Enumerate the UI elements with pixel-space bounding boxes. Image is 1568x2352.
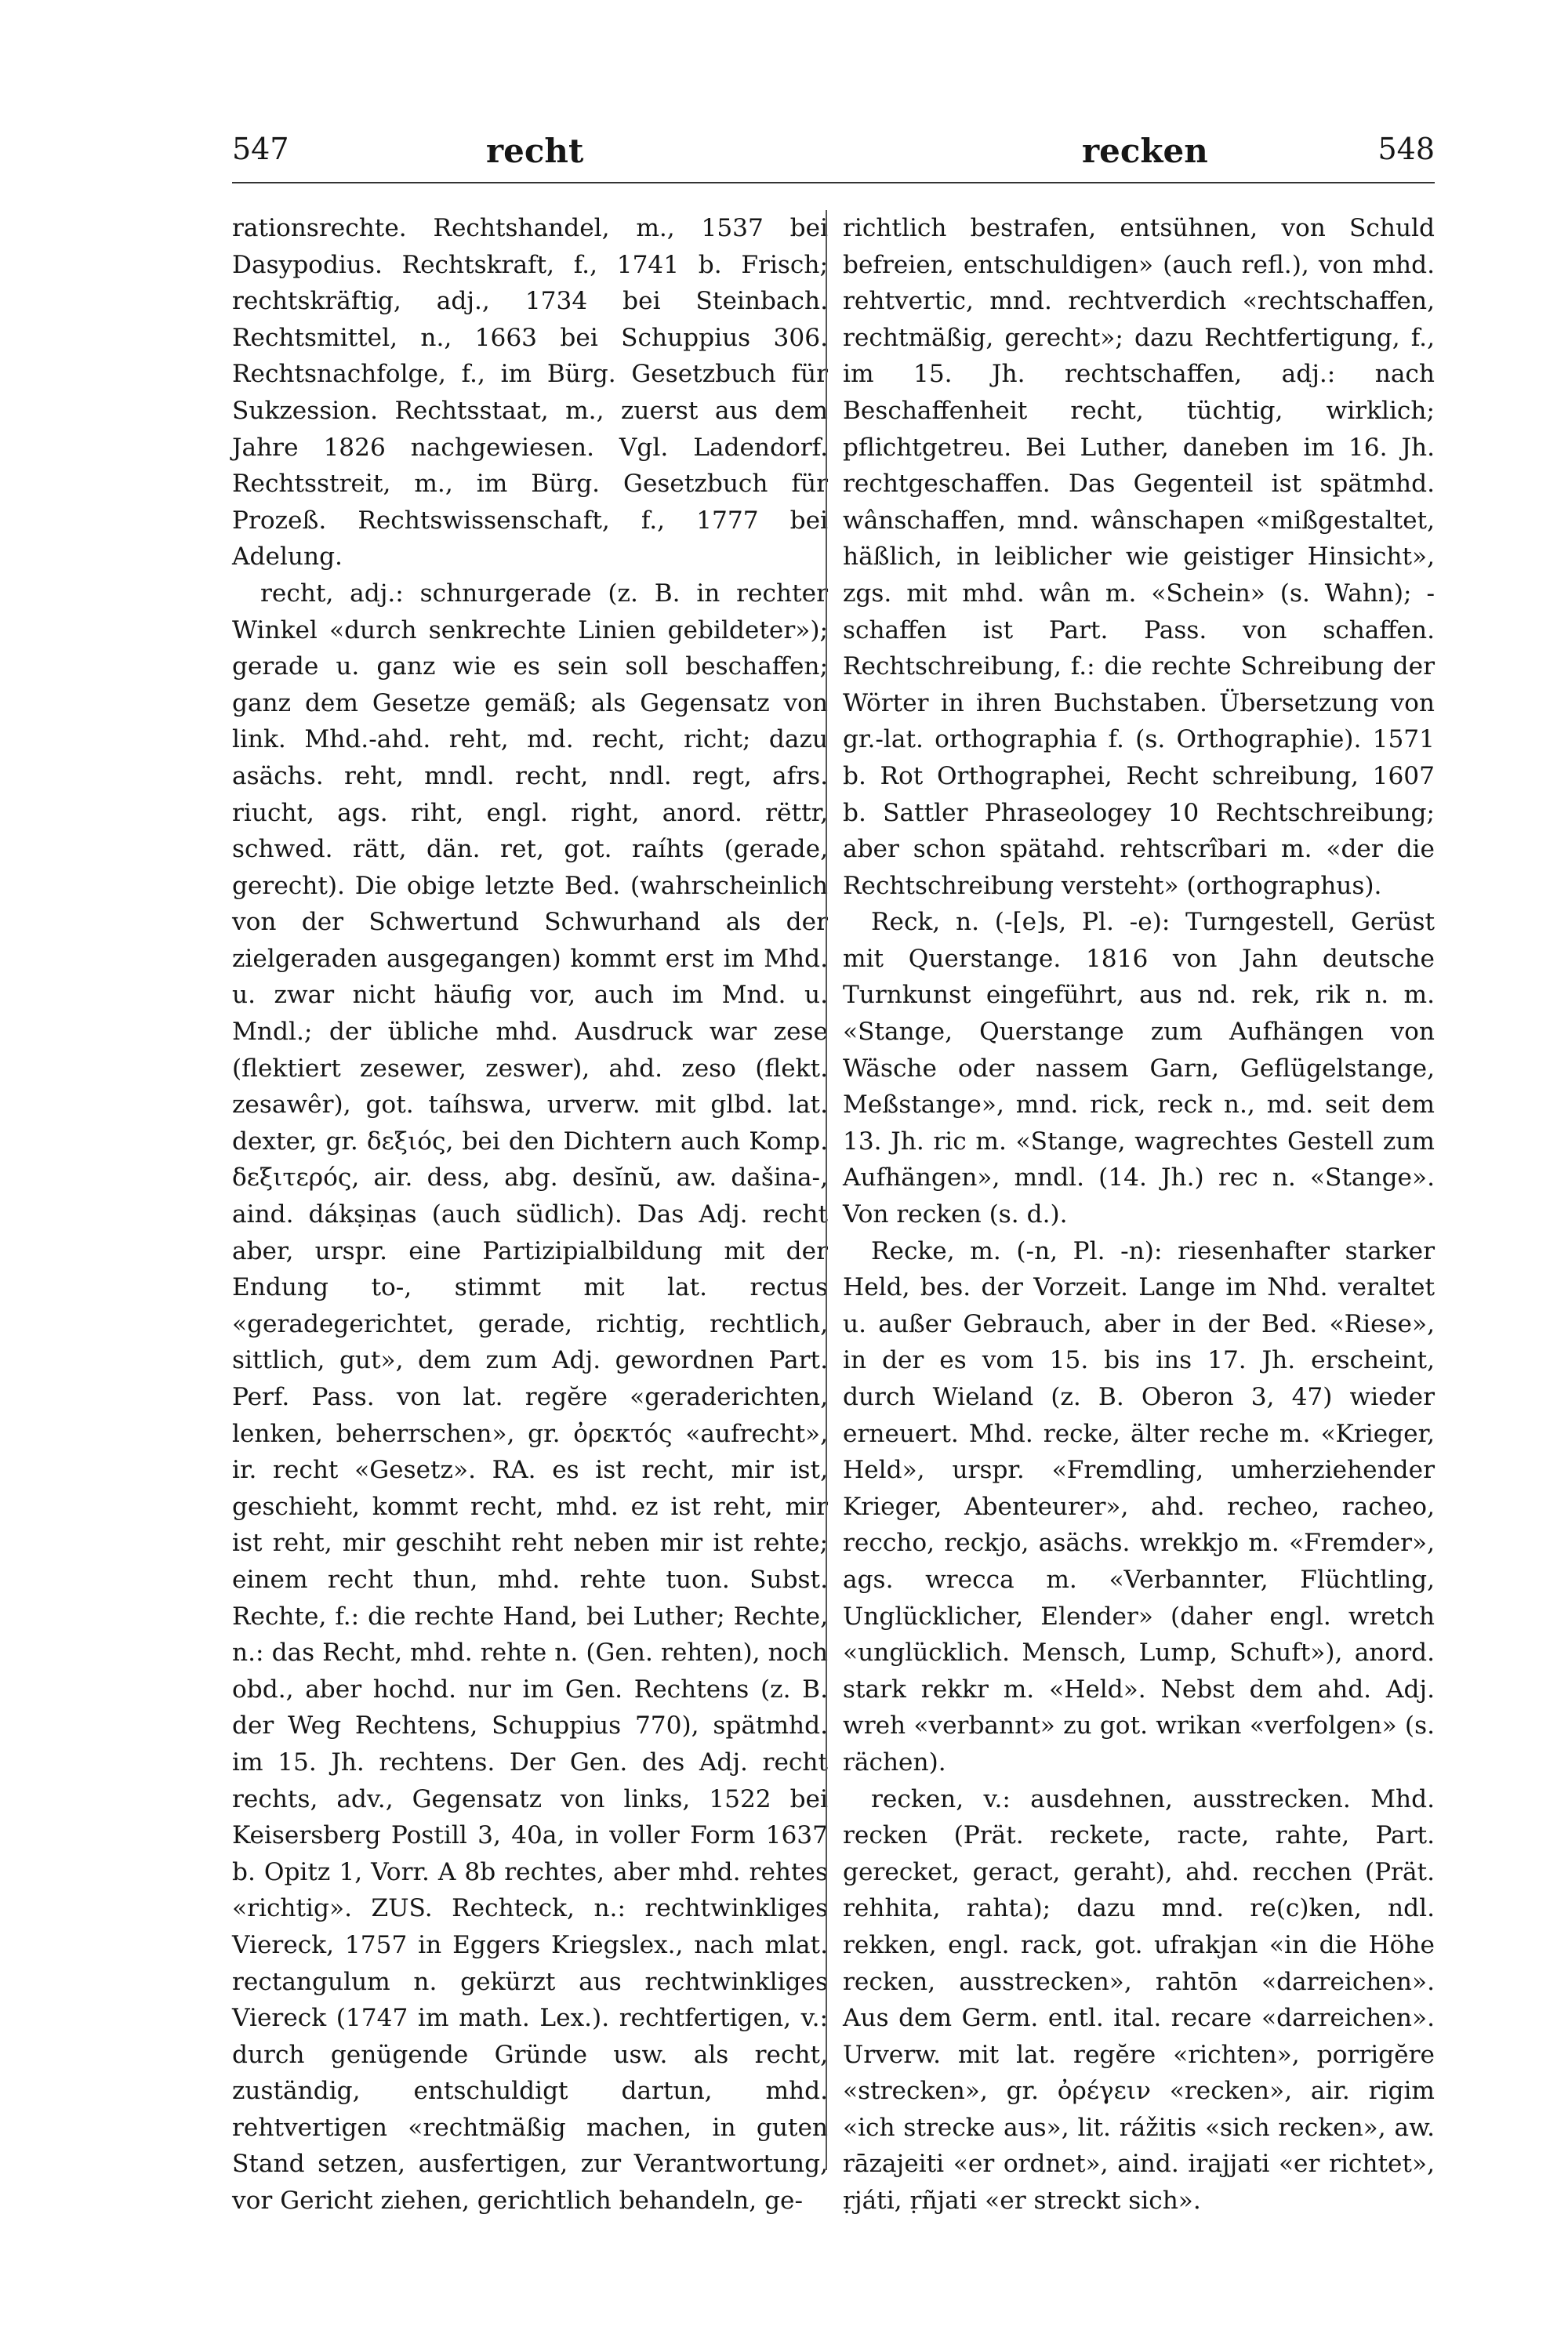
entry-rechts-compounds: rationsrechte. Rechtshandel, m., 1537 bei Dasypodius. Rechtskraft, f., 1741 b. Frisch; rechtskräftig, adj., 1734 bei Steinbach. Rechtsmittel, n., 1663 bei Schuppius 306. Rechtsnachfolge, f., im Bürg. Gesetzbuch für Sukzession. Rechtsstaat, m., zuerst aus dem Jahre 1826 nachgewiesen. Vgl. Ladendorf. Rechtsstreit, m., im Bürg. Gesetzbuch für Prozeß. Rechtswissenschaft, f., 1777 bei Adelung. — [232, 214, 828, 572]
running-head-right: recken — [1082, 132, 1208, 170]
entry-rechtfertigen-cont: richtlich bestrafen, entsühnen, von Schuld befreien, entschuldigen» (auch refl.), von mhd. rehtvertic, mnd. rechtverdich «rechtschaffen, rechtmäßig, gerecht»; dazu Rechtfertigung, f., im 15. Jh. rechtschaffen, adj.: nach Beschaffenheit recht, tüchtig, wirklich; pflichtgetreu. Bei Luther, daneben im 16. Jh. rechtgeschaffen. Das Gegenteil ist spätmhd. wânschaffen, mnd. wânschapen «mißgestaltet, häßlich, in leiblicher wie geistiger Hinsicht», zgs. mit mhd. wân m. «Schein» (s. Wahn); -schaffen ist Part. Pass. von schaffen. Rechtschreibung, f.: die rechte Schreibung der Wörter in ihren Buchstaben. Übersetzung von gr.-lat. orthographia f. (s. Orthographie). 1571 b. Rot Orthographei, Recht schreibung, 1607 b. Sattler Phraseologey 10 Rechtschreibung; aber schon spätahd. rehtscrîbari m. «der die Rechtschreibung versteht» (orthographus). — [843, 214, 1435, 900]
entry-recken: recken, v.: ausdehnen, ausstrecken. Mhd. recken (Prät. reckete, racte, rahte, Part. gerecket, geract, geraht), ahd. recchen (Prät. rehhita, rahta); dazu mnd. re(c)ken, ndl. rekken, engl. rack, got. ufrakjan «in die Höhe recken, ausstrecken», rahtōn «darreichen». Aus dem Germ. entl. ital. recare «darreichen». Urverw. mit lat. regĕre «richten», porrigĕre «strecken», gr. ὀρέγειν «recken», air. rigim «ich strecke aus», lit. rážitis «sich recken», aw. rāzajeiti «er ordnet», aind. irajjati «er richtet», ṛjáti, ṛñjati «er streckt sich». — [843, 1784, 1435, 2216]
page-number-left: 547 — [232, 132, 289, 166]
running-head-left: recht — [486, 132, 584, 170]
left-column — [232, 210, 828, 2220]
right-column — [843, 210, 1435, 2220]
entry-recht: recht, adj.: schnurgerade (z. B. in rechter Winkel «durch senkrechte Linien gebildeter»); gerade u. ganz wie es sein soll beschaffen; ganz dem Gesetze gemäß; als Gegensatz von link. Mhd.-ahd. reht, md. recht, richt; dazu asächs. reht, mndl. recht, nndl. regt, afrs. riucht, ags. riht, engl. right, anord. rëttr, schwed. rätt, dän. ret, got. raíhts (gerade, gerecht). Die obige letzte Bed. (wahrscheinlich von der Schwertund Schwurhand als der zielgeraden ausgegangen) kommt erst im Mhd. u. zwar nicht häufig vor, auch im Mnd. u. Mndl.; der übliche mhd. Ausdruck war zese (flektiert zesewer, zeswer), ahd. zeso (flekt. zesawêr), got. taíhswa, urverw. mit glbd. lat. dexter, gr. δεξιός, bei den Dichtern auch Komp. δεξιτερός, air. dess, abg. desĭnŭ, aw. dašina-, aind. dákṣiṇas (auch südlich). Das Adj. recht aber, urspr. eine Partizipialbildung mit der Endung to-, stimmt mit lat. rectus «geradegerichtet, gerade, richtig, rechtlich, sittlich, gut», dem zum Adj. gewordnen Part. Perf. Pass. von lat. regĕre «geraderichten, lenken, beherrschen», gr. ὀρεκτός «aufrecht», ir. recht «Gesetz». RA. es ist recht, mir ist, geschieht, kommt recht, mhd. ez ist reht, mir ist reht, mir geschiht reht neben mir ist rehte; einem recht thun, mhd. rehte tuon. Subst. Rechte, f.: die rechte Hand, bei Luther; Rechte, n.: das Recht, mhd. rehte n. (Gen. rehten), noch obd., aber hochd. nur im Gen. Rechtens (z. B. der Weg Rechtens, Schuppius 770), spätmhd. im 15. Jh. rechtens. Der Gen. des Adj. recht rechts, adv., Gegensatz von links, 1522 bei Keisersberg Postill 3, 40a, in voller Form 1637 b. Opitz 1, Vorr. A 8b rechtes, aber mhd. rehtes «richtig». ZUS. Rechteck, n.: rechtwinkliges Viereck, 1757 in Eggers Kriegslex., nach mlat. rectangulum n. gekürzt aus rechtwinkliges Viereck (1747 im math. Lex.). rechtfertigen, v.: durch genügende Gründe usw. als recht, zuständig, entschuldigt dartun, mhd. rehtvertigen «rechtmäßig machen, in guten Stand setzen, ausfertigen, zur Verantwortung, vor Gericht ziehen, gerichtlich behandeln, ge- — [232, 579, 828, 2216]
page-number-right: 548 — [1377, 132, 1435, 166]
column-divider — [826, 210, 827, 2170]
entry-recke: Recke, m. (-n, Pl. -n): riesenhafter starker Held, bes. der Vorzeit. Lange im Nhd. veraltet u. außer Gebrauch, aber in der Bed. «Riese», in der es vom 15. bis ins 17. Jh. erscheint, durch Wieland (z. B. Oberon 3, 47) wieder erneuert. Mhd. recke, älter reche m. «Krieger, Held», urspr. «Fremdling, umherziehender Krieger, Abenteurer», ahd. recheo, racheo, reccho, reckjo, asächs. wrekkjo m. «Fremder», ags. wrecca m. «Verbannter, Flüchtling, Unglücklicher, Elender» (daher engl. wretch «unglücklich. Mensch, Lump, Schuft»), anord. stark rekkr m. «Held». Nebst dem ahd. Adj. wreh «verbannt» zu got. wrikan «verfolgen» (s. rächen). — [843, 1236, 1435, 1777]
entry-reck: Reck, n. (-[e]s, Pl. -e): Turngestell, Gerüst mit Querstange. 1816 von Jahn deutsche Turnkunst eingeführt, aus nd. rek, rik n. m. «Stange, Querstange zum Aufhängen von Wäsche oder nassem Garn, Geflügelstange, Meßstange», mnd. rick, reck n., md. seit dem 13. Jh. ric m. «Stange, wagrechtes Gestell zum Aufhängen», mndl. (14. Jh.) rec n. «Stange». Von recken (s. d.). — [843, 908, 1435, 1229]
header-rule — [232, 182, 1435, 183]
